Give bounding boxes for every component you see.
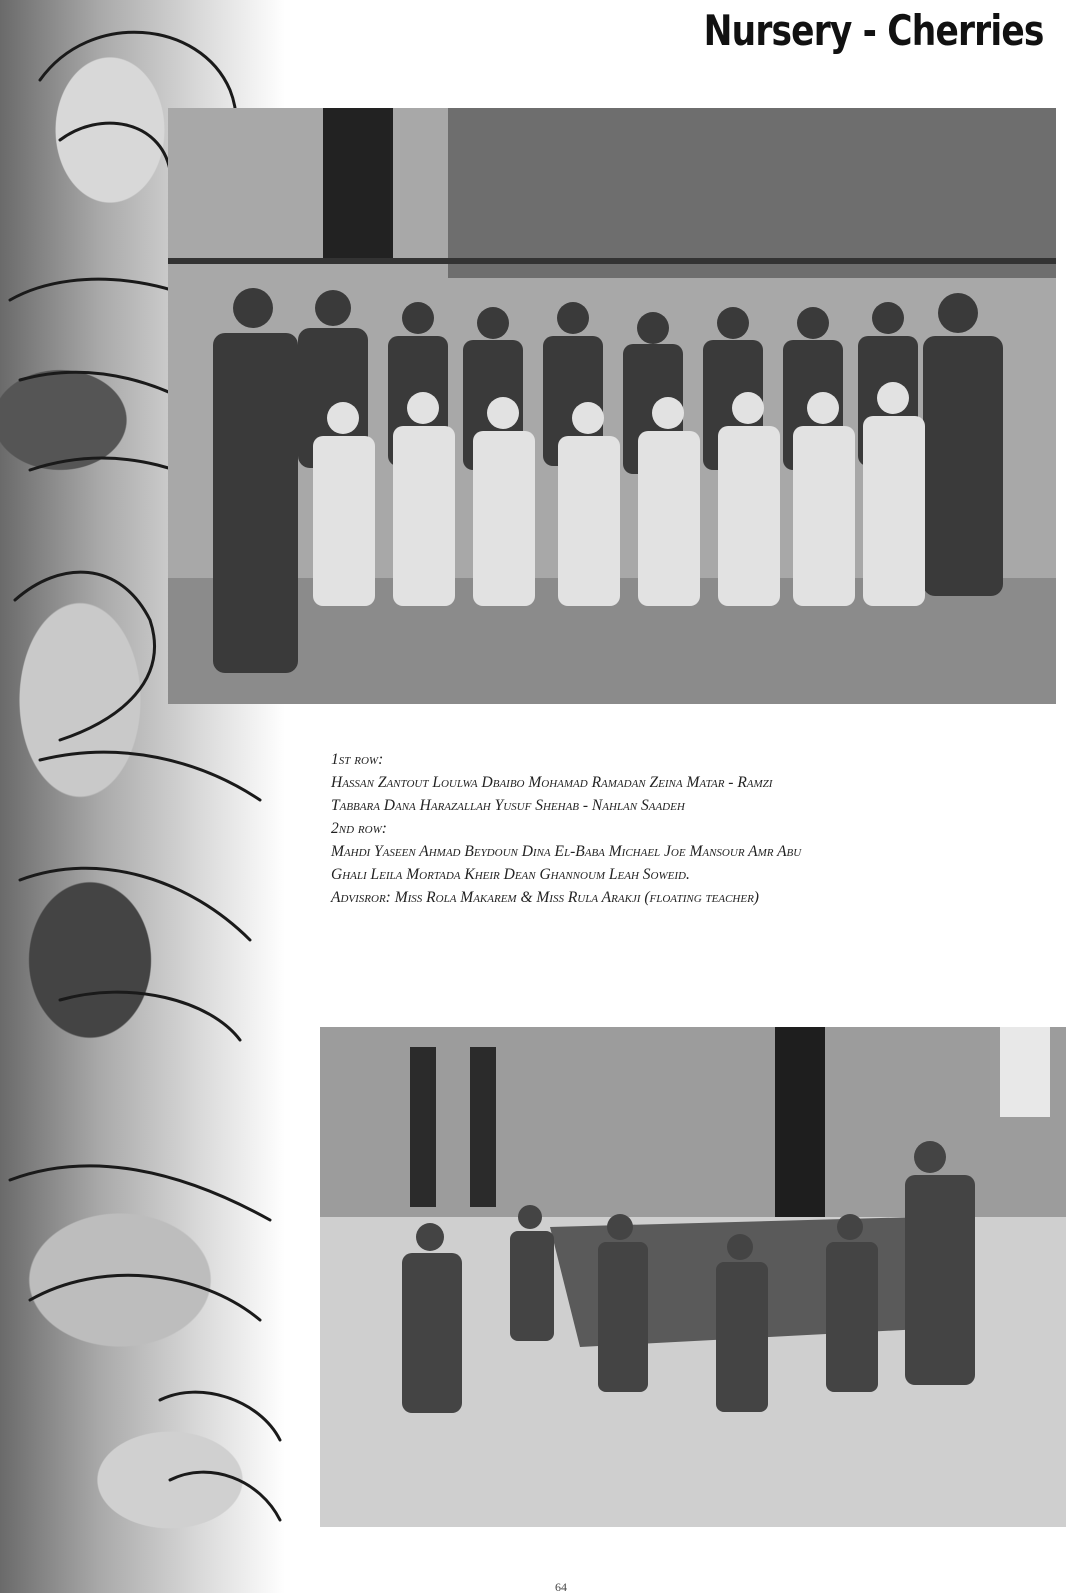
caption-line-first-row-names-1: Hassan Zantout Loulwa Dbaibo Mohamad Ramadan Zeina Matar - Ramzi bbox=[331, 774, 773, 791]
class-roster-caption bbox=[331, 748, 1051, 909]
class-group-photo bbox=[168, 108, 1056, 704]
page-title: Nursery - Cherries bbox=[704, 6, 1044, 55]
playground-activity-photo-icon bbox=[320, 1027, 1066, 1527]
caption-line-second-row-names-1: Mahdi Yaseen Ahmad Beydoun Dina El-Baba Michael Joe Mansour Amr Abu bbox=[331, 843, 802, 860]
caption-line-first-row-heading: 1st row: bbox=[331, 751, 384, 768]
caption-line-second-row-names-2: Ghali Leila Mortada Kheir Dean Ghannoum Leah Soweid. bbox=[331, 866, 690, 883]
caption-line-first-row-names-2: Tabbara Dana Harazallah Yusuf Shehab - Nahlan Saadeh bbox=[331, 797, 685, 814]
page-number: 64 bbox=[555, 1580, 567, 1594]
caption-line-advisors: Advisror: Miss Rola Makarem & Miss Rula Arakji (floating teacher) bbox=[331, 889, 759, 906]
playground-activity-photo bbox=[320, 1027, 1066, 1527]
caption-line-second-row-heading: 2nd row: bbox=[331, 820, 387, 837]
class-group-photo-icon bbox=[168, 108, 1056, 704]
